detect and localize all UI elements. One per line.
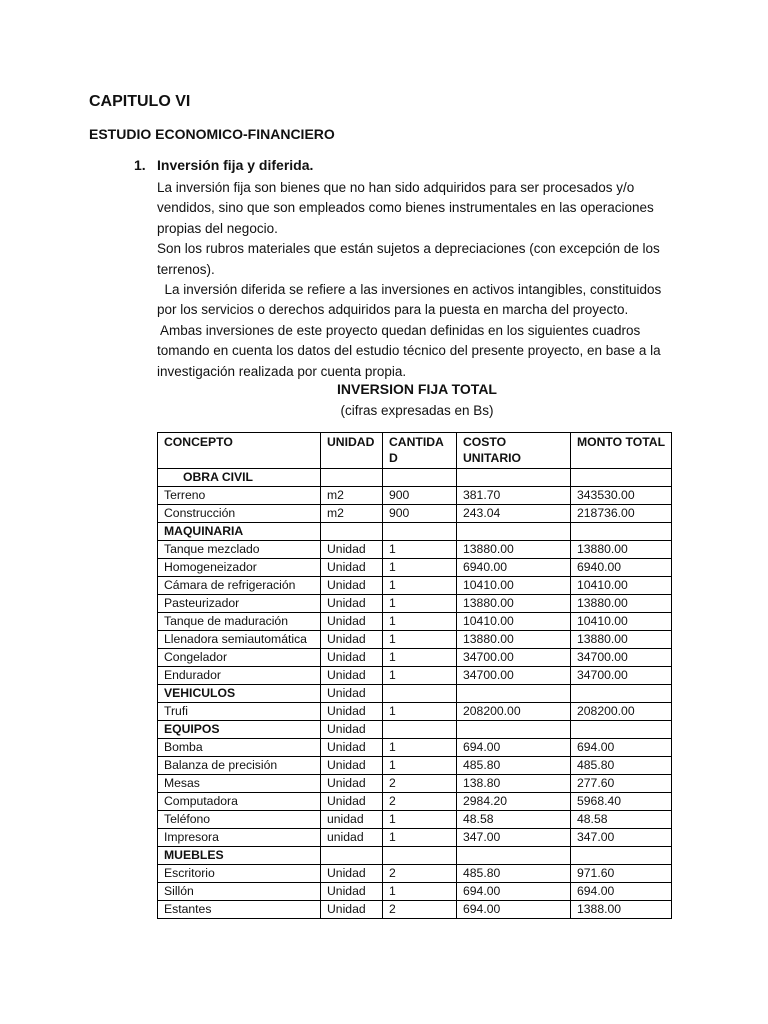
cell-unidad: Unidad	[321, 865, 383, 883]
cell-concepto: Computadora	[158, 793, 321, 811]
cell-concepto: Trufi	[158, 703, 321, 721]
cell-concepto: Estantes	[158, 901, 321, 919]
cell-concepto: Pasteurizador	[158, 595, 321, 613]
cell-cantidad: 2	[383, 865, 457, 883]
cell-costo-unitario: 694.00	[457, 901, 571, 919]
cell-cantidad: 1	[383, 703, 457, 721]
cell-concepto: Terreno	[158, 487, 321, 505]
cell-unidad: Unidad	[321, 649, 383, 667]
cell-cantidad	[383, 469, 457, 487]
cell-concepto: Llenadora semiautomática	[158, 631, 321, 649]
cell-unidad: Unidad	[321, 685, 383, 703]
cell-concepto: Tanque mezclado	[158, 541, 321, 559]
table-row	[158, 739, 672, 757]
cell-cantidad: 1	[383, 667, 457, 685]
cell-costo-unitario: 34700.00	[457, 649, 571, 667]
cell-unidad: Unidad	[321, 721, 383, 739]
table-row	[158, 577, 672, 595]
table-row	[158, 865, 672, 883]
cell-concepto: MAQUINARIA	[158, 523, 321, 541]
paragraph-line: tomando en cuenta los datos del estudio técnico del presente proyecto, en base a la	[157, 343, 661, 359]
table-row	[158, 901, 672, 919]
header-costo-unitario: COSTO UNITARIO	[457, 433, 571, 469]
table-row	[158, 883, 672, 901]
cell-cantidad: 1	[383, 541, 457, 559]
table-body	[158, 469, 672, 919]
table-row	[158, 487, 672, 505]
cell-cantidad: 1	[383, 757, 457, 775]
paragraph-line: Son los rubros materiales que están sujetos a depreciaciones (con excepción de los	[157, 241, 660, 257]
cell-concepto: MUEBLES	[158, 847, 321, 865]
cell-costo-unitario	[457, 685, 571, 703]
paragraph-line: La inversión diferida se refiere a las inversiones en activos intangibles, constituidos	[157, 281, 662, 297]
cell-costo-unitario: 34700.00	[457, 667, 571, 685]
cell-concepto: Impresora	[158, 829, 321, 847]
cell-monto-total: 694.00	[571, 739, 672, 757]
cell-cantidad: 1	[383, 613, 457, 631]
cell-monto-total: 48.58	[571, 811, 672, 829]
cell-concepto: Sillón	[158, 883, 321, 901]
table-row	[158, 829, 672, 847]
paragraph-line: por los servicios o derechos adquiridos para la puesta en marcha del proyecto.	[157, 302, 629, 318]
paragraph-line: propias del negocio.	[157, 220, 278, 236]
cell-concepto: Mesas	[158, 775, 321, 793]
investment-table	[157, 432, 672, 919]
cell-monto-total	[571, 523, 672, 541]
header-unidad: UNIDAD	[321, 433, 383, 469]
cell-monto-total	[571, 685, 672, 703]
cell-cantidad: 1	[383, 559, 457, 577]
cell-concepto: EQUIPOS	[158, 721, 321, 739]
cell-cantidad: 1	[383, 883, 457, 901]
cell-unidad: Unidad	[321, 667, 383, 685]
cell-concepto: Homogeneizador	[158, 559, 321, 577]
paragraph-line: vendidos, sino que son empleados como bienes instrumentales en las operaciones	[157, 200, 654, 216]
table-row	[158, 505, 672, 523]
table-row	[158, 595, 672, 613]
cell-monto-total: 218736.00	[571, 505, 672, 523]
cell-monto-total: 13880.00	[571, 595, 672, 613]
cell-monto-total: 6940.00	[571, 559, 672, 577]
cell-costo-unitario: 10410.00	[457, 577, 571, 595]
cell-cantidad: 1	[383, 829, 457, 847]
cell-costo-unitario: 347.00	[457, 829, 571, 847]
cell-monto-total: 34700.00	[571, 667, 672, 685]
cell-monto-total: 485.80	[571, 757, 672, 775]
cell-cantidad: 2	[383, 775, 457, 793]
cell-costo-unitario: 13880.00	[457, 595, 571, 613]
cell-concepto: Construcción	[158, 505, 321, 523]
cell-monto-total: 10410.00	[571, 577, 672, 595]
table-category-row	[158, 523, 672, 541]
cell-unidad: unidad	[321, 829, 383, 847]
table-row	[158, 811, 672, 829]
cell-concepto: OBRA CIVIL	[158, 469, 321, 487]
cell-monto-total: 347.00	[571, 829, 672, 847]
cell-costo-unitario: 138.80	[457, 775, 571, 793]
cell-costo-unitario: 208200.00	[457, 703, 571, 721]
cell-unidad	[321, 523, 383, 541]
cell-costo-unitario: 13880.00	[457, 631, 571, 649]
cell-cantidad: 900	[383, 487, 457, 505]
cell-cantidad: 1	[383, 739, 457, 757]
cell-costo-unitario: 10410.00	[457, 613, 571, 631]
cell-concepto: Congelador	[158, 649, 321, 667]
cell-concepto: Bomba	[158, 739, 321, 757]
cell-unidad: Unidad	[321, 775, 383, 793]
paragraph-line: terrenos).	[157, 261, 215, 277]
cell-unidad: Unidad	[321, 541, 383, 559]
cell-unidad: Unidad	[321, 901, 383, 919]
table-caption: (cifras expresadas en Bs)	[340, 403, 494, 418]
cell-cantidad: 900	[383, 505, 457, 523]
cell-unidad: m2	[321, 505, 383, 523]
cell-unidad: Unidad	[321, 703, 383, 721]
body-paragraph	[157, 178, 677, 382]
cell-monto-total: 208200.00	[571, 703, 672, 721]
cell-costo-unitario: 485.80	[457, 757, 571, 775]
section-number: 1.	[134, 157, 146, 173]
table-row	[158, 559, 672, 577]
cell-costo-unitario	[457, 847, 571, 865]
cell-cantidad: 1	[383, 811, 457, 829]
section-heading	[134, 157, 313, 173]
cell-unidad: Unidad	[321, 577, 383, 595]
cell-monto-total: 34700.00	[571, 649, 672, 667]
cell-costo-unitario	[457, 721, 571, 739]
table-header-row	[158, 433, 672, 469]
table-category-row	[158, 847, 672, 865]
cell-costo-unitario: 485.80	[457, 865, 571, 883]
cell-unidad: Unidad	[321, 559, 383, 577]
paragraph-line: Ambas inversiones de este proyecto quedan definidas en los siguientes cuadros	[157, 322, 641, 338]
cell-monto-total: 13880.00	[571, 631, 672, 649]
table-row	[158, 775, 672, 793]
cell-costo-unitario: 243.04	[457, 505, 571, 523]
chapter-subtitle: ESTUDIO ECONOMICO-FINANCIERO	[89, 126, 335, 142]
cell-unidad: Unidad	[321, 595, 383, 613]
section-title: Inversión fija y diferida.	[157, 157, 314, 173]
cell-cantidad	[383, 847, 457, 865]
cell-cantidad: 1	[383, 595, 457, 613]
cell-costo-unitario: 6940.00	[457, 559, 571, 577]
cell-monto-total: 1388.00	[571, 901, 672, 919]
table-row	[158, 541, 672, 559]
cell-unidad: Unidad	[321, 613, 383, 631]
cell-costo-unitario: 381.70	[457, 487, 571, 505]
table-category-row	[158, 685, 672, 703]
paragraph-line: investigación realizada por cuenta propia.	[157, 363, 407, 379]
cell-costo-unitario: 48.58	[457, 811, 571, 829]
table-title: INVERSION FIJA TOTAL	[337, 381, 497, 397]
cell-cantidad	[383, 685, 457, 703]
cell-monto-total: 5968.40	[571, 793, 672, 811]
cell-cantidad	[383, 721, 457, 739]
cell-concepto: Tanque de maduración	[158, 613, 321, 631]
cell-costo-unitario: 694.00	[457, 739, 571, 757]
cell-monto-total	[571, 847, 672, 865]
cell-concepto: VEHICULOS	[158, 685, 321, 703]
cell-costo-unitario: 13880.00	[457, 541, 571, 559]
cell-unidad: unidad	[321, 811, 383, 829]
cell-costo-unitario: 2984.20	[457, 793, 571, 811]
header-monto-total: MONTO TOTAL	[571, 433, 672, 469]
cell-monto-total: 971.60	[571, 865, 672, 883]
cell-unidad	[321, 847, 383, 865]
chapter-title: CAPITULO VI	[89, 93, 191, 110]
cell-unidad: Unidad	[321, 883, 383, 901]
cell-unidad: m2	[321, 487, 383, 505]
cell-cantidad: 1	[383, 577, 457, 595]
cell-costo-unitario: 694.00	[457, 883, 571, 901]
table-row	[158, 667, 672, 685]
cell-concepto: Endurador	[158, 667, 321, 685]
cell-monto-total: 13880.00	[571, 541, 672, 559]
cell-unidad: Unidad	[321, 793, 383, 811]
table-row	[158, 757, 672, 775]
table-category-row	[158, 469, 672, 487]
cell-costo-unitario	[457, 469, 571, 487]
table-row	[158, 703, 672, 721]
cell-unidad: Unidad	[321, 757, 383, 775]
cell-costo-unitario	[457, 523, 571, 541]
cell-monto-total: 694.00	[571, 883, 672, 901]
cell-monto-total: 343530.00	[571, 487, 672, 505]
cell-monto-total: 10410.00	[571, 613, 672, 631]
cell-monto-total	[571, 469, 672, 487]
cell-concepto: Teléfono	[158, 811, 321, 829]
cell-cantidad: 1	[383, 631, 457, 649]
cell-unidad	[321, 469, 383, 487]
cell-concepto: Escritorio	[158, 865, 321, 883]
table-category-row	[158, 721, 672, 739]
cell-unidad: Unidad	[321, 739, 383, 757]
table-row	[158, 631, 672, 649]
paragraph-line: La inversión fija son bienes que no han sido adquiridos para ser procesados y/o	[157, 180, 635, 195]
cell-concepto: Balanza de precisión	[158, 757, 321, 775]
cell-cantidad: 2	[383, 793, 457, 811]
header-cantidad: CANTIDAD	[383, 433, 457, 469]
cell-unidad: Unidad	[321, 631, 383, 649]
table-row	[158, 793, 672, 811]
cell-monto-total: 277.60	[571, 775, 672, 793]
table-row	[158, 613, 672, 631]
cell-cantidad	[383, 523, 457, 541]
header-concepto: CONCEPTO	[158, 433, 321, 469]
table-row	[158, 649, 672, 667]
cell-cantidad: 1	[383, 649, 457, 667]
cell-concepto: Cámara de refrigeración	[158, 577, 321, 595]
cell-cantidad: 2	[383, 901, 457, 919]
cell-monto-total	[571, 721, 672, 739]
